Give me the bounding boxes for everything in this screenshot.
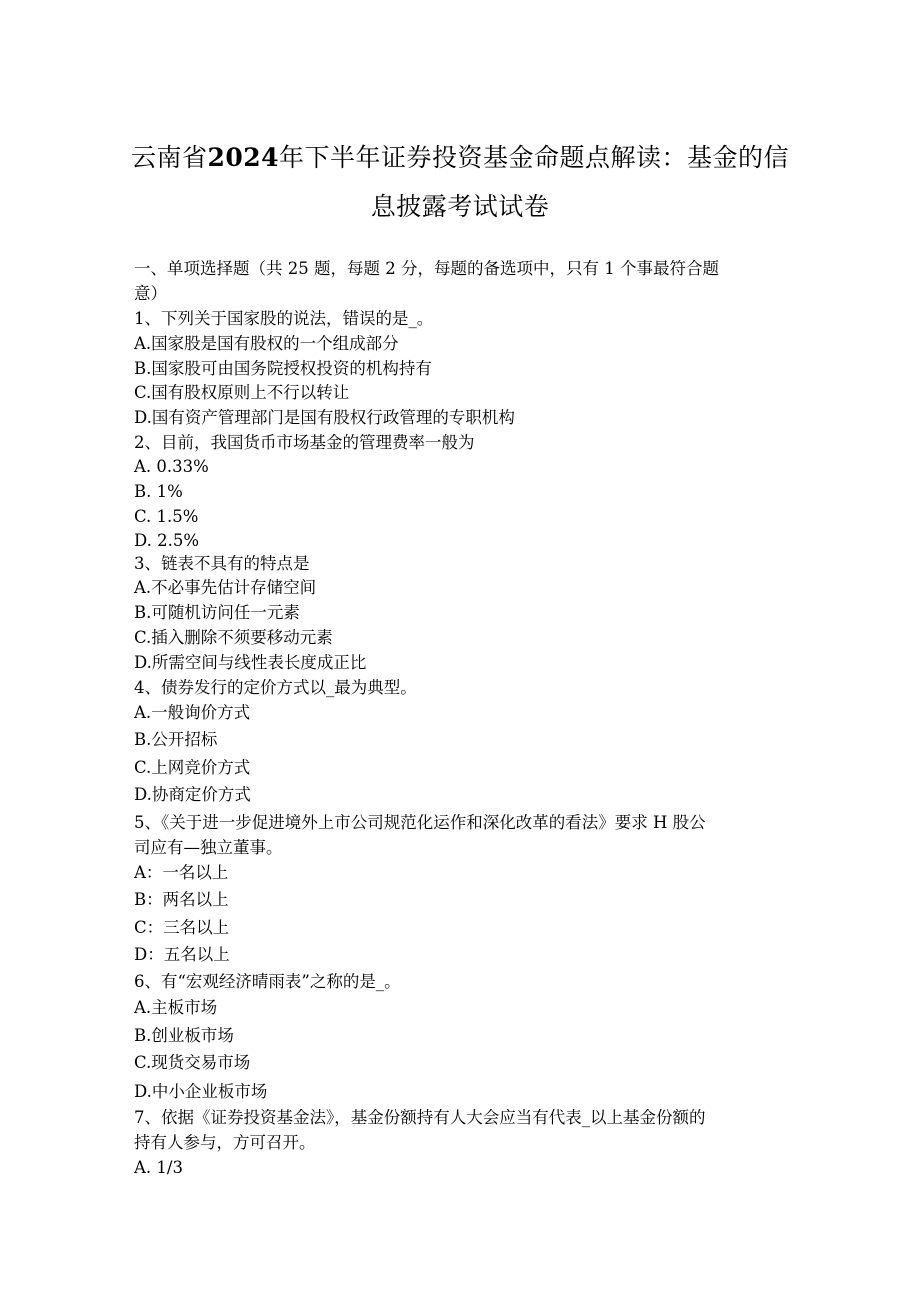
- option-text: A.一般询价方式: [134, 703, 251, 722]
- option-text: B.公开招标: [134, 730, 218, 749]
- option-text: C：三名以上: [134, 918, 230, 937]
- option-text: A.主板市场: [134, 998, 218, 1017]
- option-text: D.所需空间与线性表长度成正比: [134, 653, 367, 672]
- section-heading: 一、单项选择题（共 25 题，每题 2 分，每题的备选项中，只有 1 个事最符合题: [134, 259, 719, 278]
- option-text: D. 2.5%: [134, 531, 200, 550]
- question-stem: 4、债券发行的定价方式以_最为典型。: [134, 678, 417, 697]
- option-text: C.国有股权原则上不行以转让: [134, 383, 350, 402]
- option-text: B.可随机访问任一元素: [134, 603, 300, 622]
- option-text: D：五名以上: [134, 945, 230, 964]
- question-stem: 7、依据《证券投资基金法》，基金份额持有人大会应当有代表_以上基金份额的: [134, 1108, 706, 1127]
- question-stem-cont: 持有人参与，方可召开。: [134, 1133, 316, 1152]
- option-text: C. 1.5%: [134, 507, 199, 526]
- option-text: A.不必事先估计存储空间: [134, 578, 317, 597]
- option-text: A：一名以上: [134, 863, 229, 882]
- question-stem: 2、目前，我国货币市场基金的管理费率一般为: [134, 433, 475, 452]
- question-stem-cont: 司应有—独立董事。: [134, 838, 283, 857]
- document-title-line-1: 云南省2024年下半年证券投资基金命题点解读：基金的信: [130, 143, 790, 172]
- option-text: B：两名以上: [134, 890, 229, 909]
- option-text: A.国家股是国有股权的一个组成部分: [134, 334, 399, 353]
- document-title-line-2: 息披露考试试卷: [370, 192, 550, 221]
- option-text: C.上网竞价方式: [134, 758, 251, 777]
- option-text: A. 1/3: [134, 1158, 183, 1177]
- option-text: D.协商定价方式: [134, 785, 251, 804]
- option-text: D.国有资产管理部门是国有股权行政管理的专职机构: [134, 408, 515, 427]
- section-heading-cont: 意）: [134, 284, 167, 303]
- question-stem: 3、链表不具有的特点是: [134, 554, 310, 573]
- question-stem: 5、《关于进一步促进境外上市公司规范化运作和深化改革的看法》要求 H 股公: [134, 813, 706, 832]
- option-text: C.现货交易市场: [134, 1053, 251, 1072]
- question-stem: 1、下列关于国家股的说法，错误的是_。: [134, 309, 434, 328]
- option-text: B.国家股可由国务院授权投资的机构持有: [134, 359, 432, 378]
- option-text: B.创业板市场: [134, 1026, 234, 1045]
- question-stem: 6、有“宏观经济晴雨表”之称的是_。: [134, 972, 401, 991]
- option-text: A. 0.33%: [134, 457, 209, 476]
- option-text: C.插入删除不须要移动元素: [134, 628, 333, 647]
- option-text: B. 1%: [134, 482, 183, 501]
- option-text: D.中小企业板市场: [134, 1082, 268, 1101]
